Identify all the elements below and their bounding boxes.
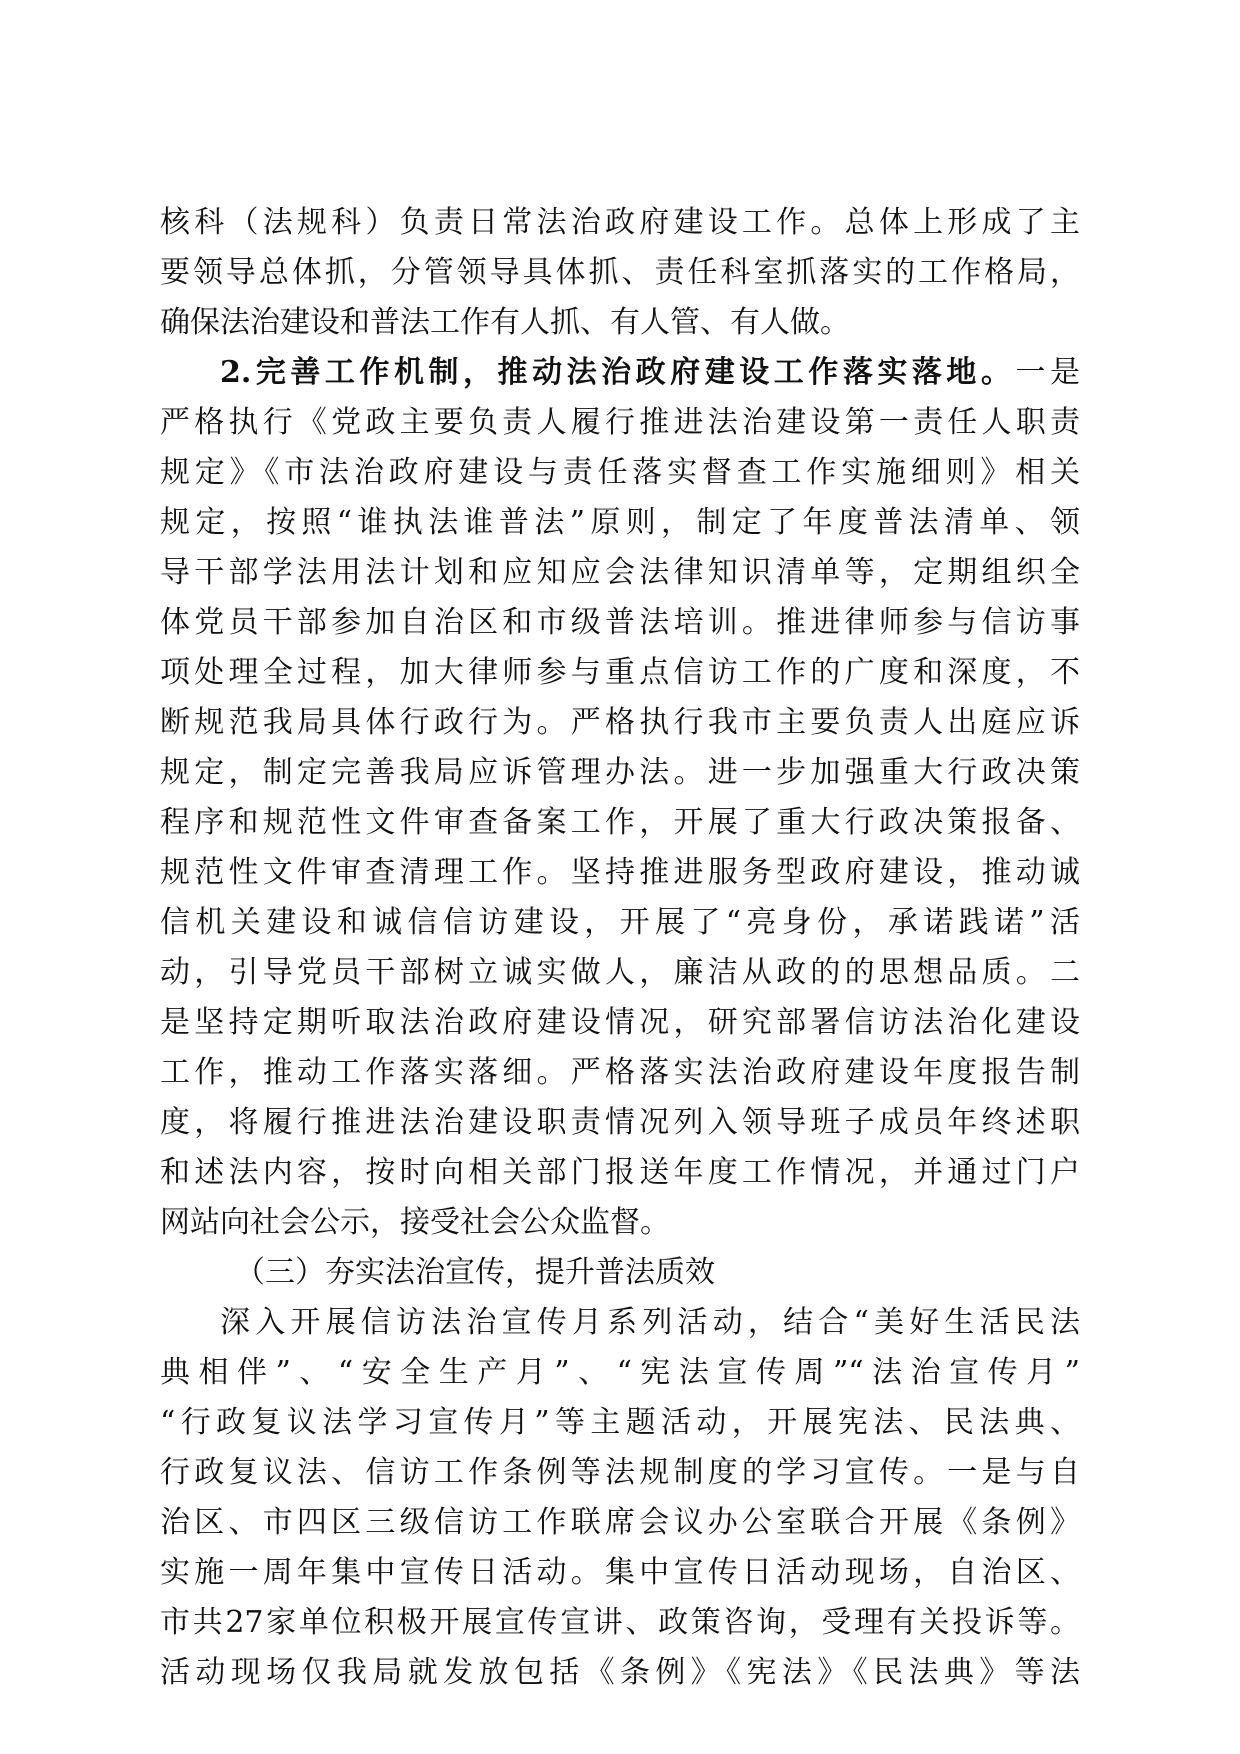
text-line: 实施一周年集中宣传日活动。集中宣传日活动现场，自治区、 bbox=[160, 1555, 1080, 1590]
text-line: 断规范我局具体行政行为。严格执行我市主要负责人出庭应诉 bbox=[160, 705, 1080, 740]
section-heading: （三）夯实法治宣传，提升普法质效 bbox=[235, 1255, 715, 1290]
text-line: 行政复议法、信访工作条例等法规制度的学习宣传。一是与自 bbox=[160, 1455, 1080, 1490]
text-line: 动，引导党员干部树立诚实做人，廉洁从政的的思想品质。二 bbox=[160, 955, 1080, 990]
paragraph-3 bbox=[160, 1298, 1080, 1698]
text-run: 一是 bbox=[1015, 355, 1080, 390]
text-line: 导干部学法用法计划和应知应会法律知识清单等，定期组织全 bbox=[160, 555, 1080, 590]
text-line: 是坚持定期听取法治政府建设情况，研究部署信访法治化建设 bbox=[160, 1005, 1080, 1040]
text-line: 要领导总体抓，分管领导具体抓、责任科室抓落实的工作格局， bbox=[160, 255, 1080, 290]
text-line: 工作，推动工作落实落细。严格落实法治政府建设年度报告制 bbox=[160, 1055, 1080, 1090]
text-line: 规范性文件审查清理工作。坚持推进服务型政府建设，推动诚 bbox=[160, 855, 1080, 890]
text-line: 网站向社会公示，接受社会公众监督。 bbox=[160, 1205, 670, 1240]
text-line: 程序和规范性文件审查备案工作，开展了重大行政决策报备、 bbox=[160, 805, 1080, 840]
document-body bbox=[160, 198, 1080, 1698]
text-line: 典相伴”、“安全生产月”、“宪法宣传周”“法治宣传月” bbox=[160, 1355, 1080, 1390]
text-line: 活动现场仅我局就发放包括《条例》《宪法》《民法典》等法 bbox=[160, 1655, 1080, 1690]
text-line: 确保法治建设和普法工作有人抓、有人管、有人做。 bbox=[160, 305, 850, 340]
text-line: “行政复议法学习宣传月”等主题活动，开展宪法、民法典、 bbox=[160, 1405, 1080, 1440]
text-line: 体党员干部参加自治区和市级普法培训。推进律师参与信访事 bbox=[160, 605, 1080, 640]
text-line: 和述法内容，按时向相关部门报送年度工作情况，并通过门户 bbox=[160, 1155, 1080, 1190]
paragraph-2 bbox=[160, 348, 1080, 1248]
text-line: 规定，制定完善我局应诉管理办法。进一步加强重大行政决策 bbox=[160, 755, 1080, 790]
text-line: 项处理全过程，加大律师参与重点信访工作的广度和深度，不 bbox=[160, 655, 1080, 690]
subheading-2: 2.完善工作机制，推动法治政府建设工作落实落地。 bbox=[220, 355, 1016, 390]
text-line: 信机关建设和诚信信访建设，开展了“亮身份，承诺践诺”活 bbox=[160, 905, 1080, 940]
text-line: 度，将履行推进法治建设职责情况列入领导班子成员年终述职 bbox=[160, 1105, 1080, 1140]
text-line: 规定，按照“谁执法谁普法”原则，制定了年度普法清单、领 bbox=[160, 505, 1080, 540]
text-line: 核科（法规科）负责日常法治政府建设工作。总体上形成了主 bbox=[160, 205, 1080, 240]
paragraph-1 bbox=[160, 198, 1080, 348]
text-line: 市共27家单位积极开展宣传宣讲、政策咨询，受理有关投诉等。 bbox=[160, 1605, 1080, 1640]
text-line: 治区、市四区三级信访工作联席会议办公室联合开展《条例》 bbox=[160, 1505, 1080, 1540]
text-line: 规定》《市法治政府建设与责任落实督查工作实施细则》相关 bbox=[160, 455, 1080, 490]
paragraph-2-first-line bbox=[160, 348, 1080, 398]
text-line: 深入开展信访法治宣传月系列活动，结合“美好生活民法 bbox=[220, 1305, 1080, 1340]
text-line: 严格执行《党政主要负责人履行推进法治建设第一责任人职责 bbox=[160, 405, 1080, 440]
